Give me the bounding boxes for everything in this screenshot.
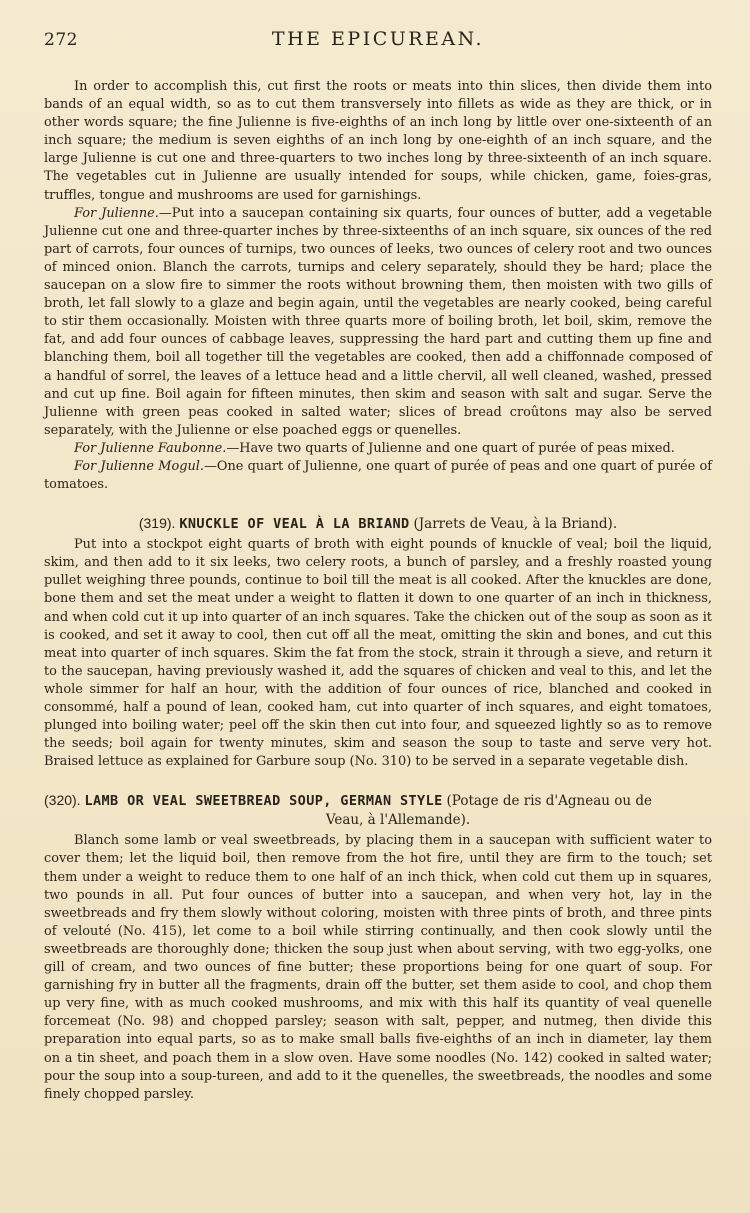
page-header xyxy=(44,28,712,62)
page-number: 272 xyxy=(44,30,78,50)
recipe-319-french-title: (Jarrets de Veau, à la Briand). xyxy=(413,516,618,533)
recipe-320-title: LAMB OR VEAL SWEETBREAD SOUP, GERMAN STYLE xyxy=(84,793,443,810)
lead-julienne-mogul: For Julienne Mogul. xyxy=(74,458,204,474)
recipe-319-body: Put into a stockpot eight quarts of broth with eight pounds of knuckle of veal; boil the liquid, skim, and then add to it six leeks, two celery roots, a bunch of parsley, and a freshly roasted young pullet weighing three pounds, continue to boil till the meat is all cooked. After the knuckles are done, bone them and set the meat under a weight to flatten it down to one quarter of an inch in thickness, and when cold cut it up into quarter of an inch squares. Take the chicken out of the soup as soon as it is cooked, and set it away to cool, then cut off all the meat, omitting the skin and bones, and cut this meat into quarter of inch squares. Skim the fat from the stock, strain it through a sieve, and return it to the saucepan, having previously washed it, add the squares of chicken and veal to this, and let the whole simmer for half an hour, with the addition of four ounces of rice, blanched and cooked in consommé, half a pound of lean, cooked ham, cut into quarter of inch squares, and eight tomatoes, plunged into boiling water; peel off the skin then cut into four, and squeezed lightly so as to remove the seeds; boil again for twenty minutes, skim and season the soup to taste and serve very hot. Braised lettuce as explained for Garbure soup (No. 310) to be served in a separate vegetable dish. xyxy=(44,537,712,770)
recipe-320-french-title-1: (Potage de ris d'Agneau ou de xyxy=(446,793,652,810)
paragraph-for-julienne xyxy=(44,205,712,440)
lead-for-julienne: For Julienne. xyxy=(74,205,159,221)
text-julienne-mogul: —One quart of Julienne, one quart of purée of peas and one quart of purée of tomatoes. xyxy=(44,458,712,493)
paragraph-julienne-faubonne xyxy=(44,440,712,458)
paragraph-julienne-mogul xyxy=(44,458,712,494)
recipe-319-number: (319). xyxy=(138,515,176,532)
recipe-320-heading xyxy=(44,791,712,830)
page-body xyxy=(44,78,712,1104)
recipe-319-title: KNUCKLE OF VEAL À LA BRIAND xyxy=(179,516,410,533)
text-julienne-faubonne: —Have two quarts of Julienne and one quart of purée of peas mixed. xyxy=(226,440,675,456)
recipe-319-heading xyxy=(44,514,712,534)
text-for-julienne: —Put into a saucepan containing six quarts, four ounces of butter, add a vegetable Julienne cut one and three-quarter inches by three-sixteenths of an inch square, six ounces of the red part of carrots, four ounces of turnips, two ounces of leeks, two ounces of celery root and two ounces of minced onion. Blanch the carrots, turnips and celery separately, should they be hard; place the saucepan on a slow fire to simmer the roots without browning them, then moisten with two gills of broth, let fall slowly to a glaze and begin again, until the vegetables are nearly cooked, being careful to stir them occasionally. Moisten with three quarts more of boiling broth, let boil, skim, remove the fat, and add four ounces of cabbage leaves, suppressing the hard part and cutting them up fine and blanching them, boil all together till the vegetables are cooked, then add a chiffonnade composed of a handful of sorrel, the leaves of a lettuce head and a little chervil, all well cleaned, washed, pressed and cut up fine. Boil again for fifteen minutes, then skim and season with salt and sugar. Serve the Julienne with green peas cooked in salted water; slices of bread croûtons may also be served separately, with the Julienne or else poached eggs or quenelles. xyxy=(44,205,712,438)
running-title: THE EPICUREAN. xyxy=(271,28,485,50)
recipe-320-body: Blanch some lamb or veal sweetbreads, by placing them in a saucepan with sufficient water to cover them; let the liquid boil, then remove from the hot fire, until they are firm to the touch; set them under a weight to reduce them to one half of an inch thick, when cold cut them up in squares, two pounds in all. Put four ounces of butter into a saucepan, and when very hot, lay in the sweetbreads and fry them slowly without coloring, moisten with three pints of broth, and three pints of velouté (No. 415), let come to a boil while stirring continually, and then cook slowly until the sweetbreads are thoroughly done; thicken the soup just when about serving, with two egg-yolks, one gill of cream, and two ounces of fine butter; these proportions being for one quart of soup. For garnishing fry in butter all the fragments, drain off the butter, set them aside to cool, and chop them up very fine, with as much cooked mushrooms, and mix with this half its quantity of veal quenelle forcemeat (No. 98) and chopped parsley; season with salt, pepper, and nutmeg, then divide this preparation into equal parts, so as to make small balls five-eighths of an inch in diameter, lay them on a tin sheet, and poach them in a slow oven. Have some noodles (No. 142) cooked in salted water; pour the soup into a soup-tureen, and add to it the quenelles, the sweetbreads, the noodles and some finely chopped parsley. xyxy=(44,833,712,1102)
paragraph-julienne-intro: In order to accomplish this, cut first the roots or meats into thin slices, then divide them into bands of an equal width, so as to cut them transversely into fillets as wide as they are thick, or in other words square; the fine Julienne is five-eighths of an inch long by little over one-sixteenth of an inch square; the medium is seven eighths of an inch long by one-eighth of an inch square, and the large Julienne is cut one and three-quarters to two inches long by three-sixteenth of an inch square. The vegetables cut in Julienne are usually intended for soups, while chicken, game, foies-gras, truffles, tongue and mushrooms are used for garnishings. xyxy=(44,79,712,203)
recipe-320-french-title-2: Veau, à l'Allemande). xyxy=(325,812,471,829)
recipe-320-number: (320). xyxy=(44,792,81,809)
lead-julienne-faubonne: For Julienne Faubonne. xyxy=(74,440,227,456)
